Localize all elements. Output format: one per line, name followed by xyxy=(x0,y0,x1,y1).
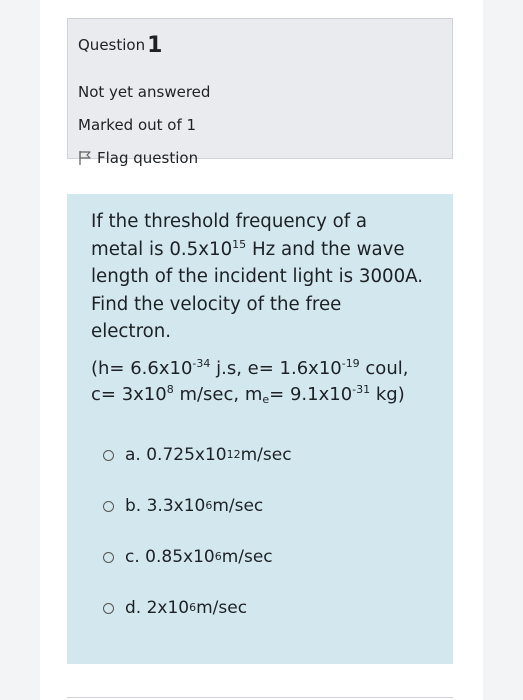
answer-d-prefix: d. 2x10 xyxy=(125,598,190,618)
question-content xyxy=(67,194,453,664)
given-e-b: coul, xyxy=(359,358,409,379)
given-c-a: c= 3x10 xyxy=(91,384,167,405)
answer-c-unit: m/sec xyxy=(221,547,273,567)
question-line-2-b: Hz and the wave xyxy=(246,238,405,260)
given-constants xyxy=(91,356,441,408)
question-line-3: length of the incident light is 3000A. xyxy=(91,266,424,287)
question-line-2 xyxy=(91,236,436,264)
question-number: 1 xyxy=(147,33,163,58)
flag-question-label: Flag question xyxy=(97,149,199,167)
answer-option-a[interactable]: a. 0.725x10 12 m/sec xyxy=(103,445,292,465)
given-h-a: (h= 6.6x10 xyxy=(91,358,193,379)
given-e-sup: -19 xyxy=(341,357,360,370)
question-line-2-a: metal is 0.5x10 xyxy=(91,238,233,260)
radio-a[interactable] xyxy=(103,450,114,461)
flag-question-link[interactable] xyxy=(78,149,198,167)
answer-c-prefix: c. 0.85x10 xyxy=(125,547,215,567)
radio-d[interactable] xyxy=(103,603,114,614)
given-line-1 xyxy=(91,356,441,382)
flag-icon xyxy=(78,150,92,166)
question-line-5: electron. xyxy=(91,321,172,342)
answer-b-prefix: b. 3.3x10 xyxy=(125,496,206,516)
question-line-2-sup: 15 xyxy=(232,237,247,251)
next-question-edge xyxy=(67,697,453,698)
given-m-sup: -31 xyxy=(352,383,371,396)
question-line-1: If the threshold frequency of a xyxy=(91,211,368,232)
given-c-b: m/sec, m xyxy=(173,384,263,405)
given-h-sup: -34 xyxy=(192,357,211,370)
given-h-b: j.s, e= 1.6x10 xyxy=(210,358,342,379)
given-c-sup: 8 xyxy=(166,383,174,396)
answer-d-unit: m/sec xyxy=(196,598,248,618)
question-state: Not yet answered xyxy=(78,83,211,101)
question-label: Question xyxy=(78,36,146,54)
answer-option-c[interactable]: c. 0.85x10 6 m/sec xyxy=(103,547,273,567)
radio-c[interactable] xyxy=(103,552,114,563)
given-m-a: = 9.1x10 xyxy=(269,384,353,405)
answer-a-unit: m/sec xyxy=(240,445,292,465)
question-text xyxy=(91,208,436,346)
given-m-b: kg) xyxy=(370,384,405,405)
answer-option-d[interactable]: d. 2x10 6 m/sec xyxy=(103,598,247,618)
question-grade: Marked out of 1 xyxy=(78,116,197,134)
given-line-2 xyxy=(91,382,441,408)
answer-option-b[interactable]: b. 3.3x10 6 m/sec xyxy=(103,496,263,516)
answer-b-unit: m/sec xyxy=(212,496,264,516)
question-title xyxy=(78,33,162,58)
given-m-sub: e xyxy=(262,393,270,406)
answer-a-prefix: a. 0.725x10 xyxy=(125,445,227,465)
radio-b[interactable] xyxy=(103,501,114,512)
question-info-panel xyxy=(67,18,453,167)
question-line-4: Find the velocity of the free xyxy=(91,293,342,315)
